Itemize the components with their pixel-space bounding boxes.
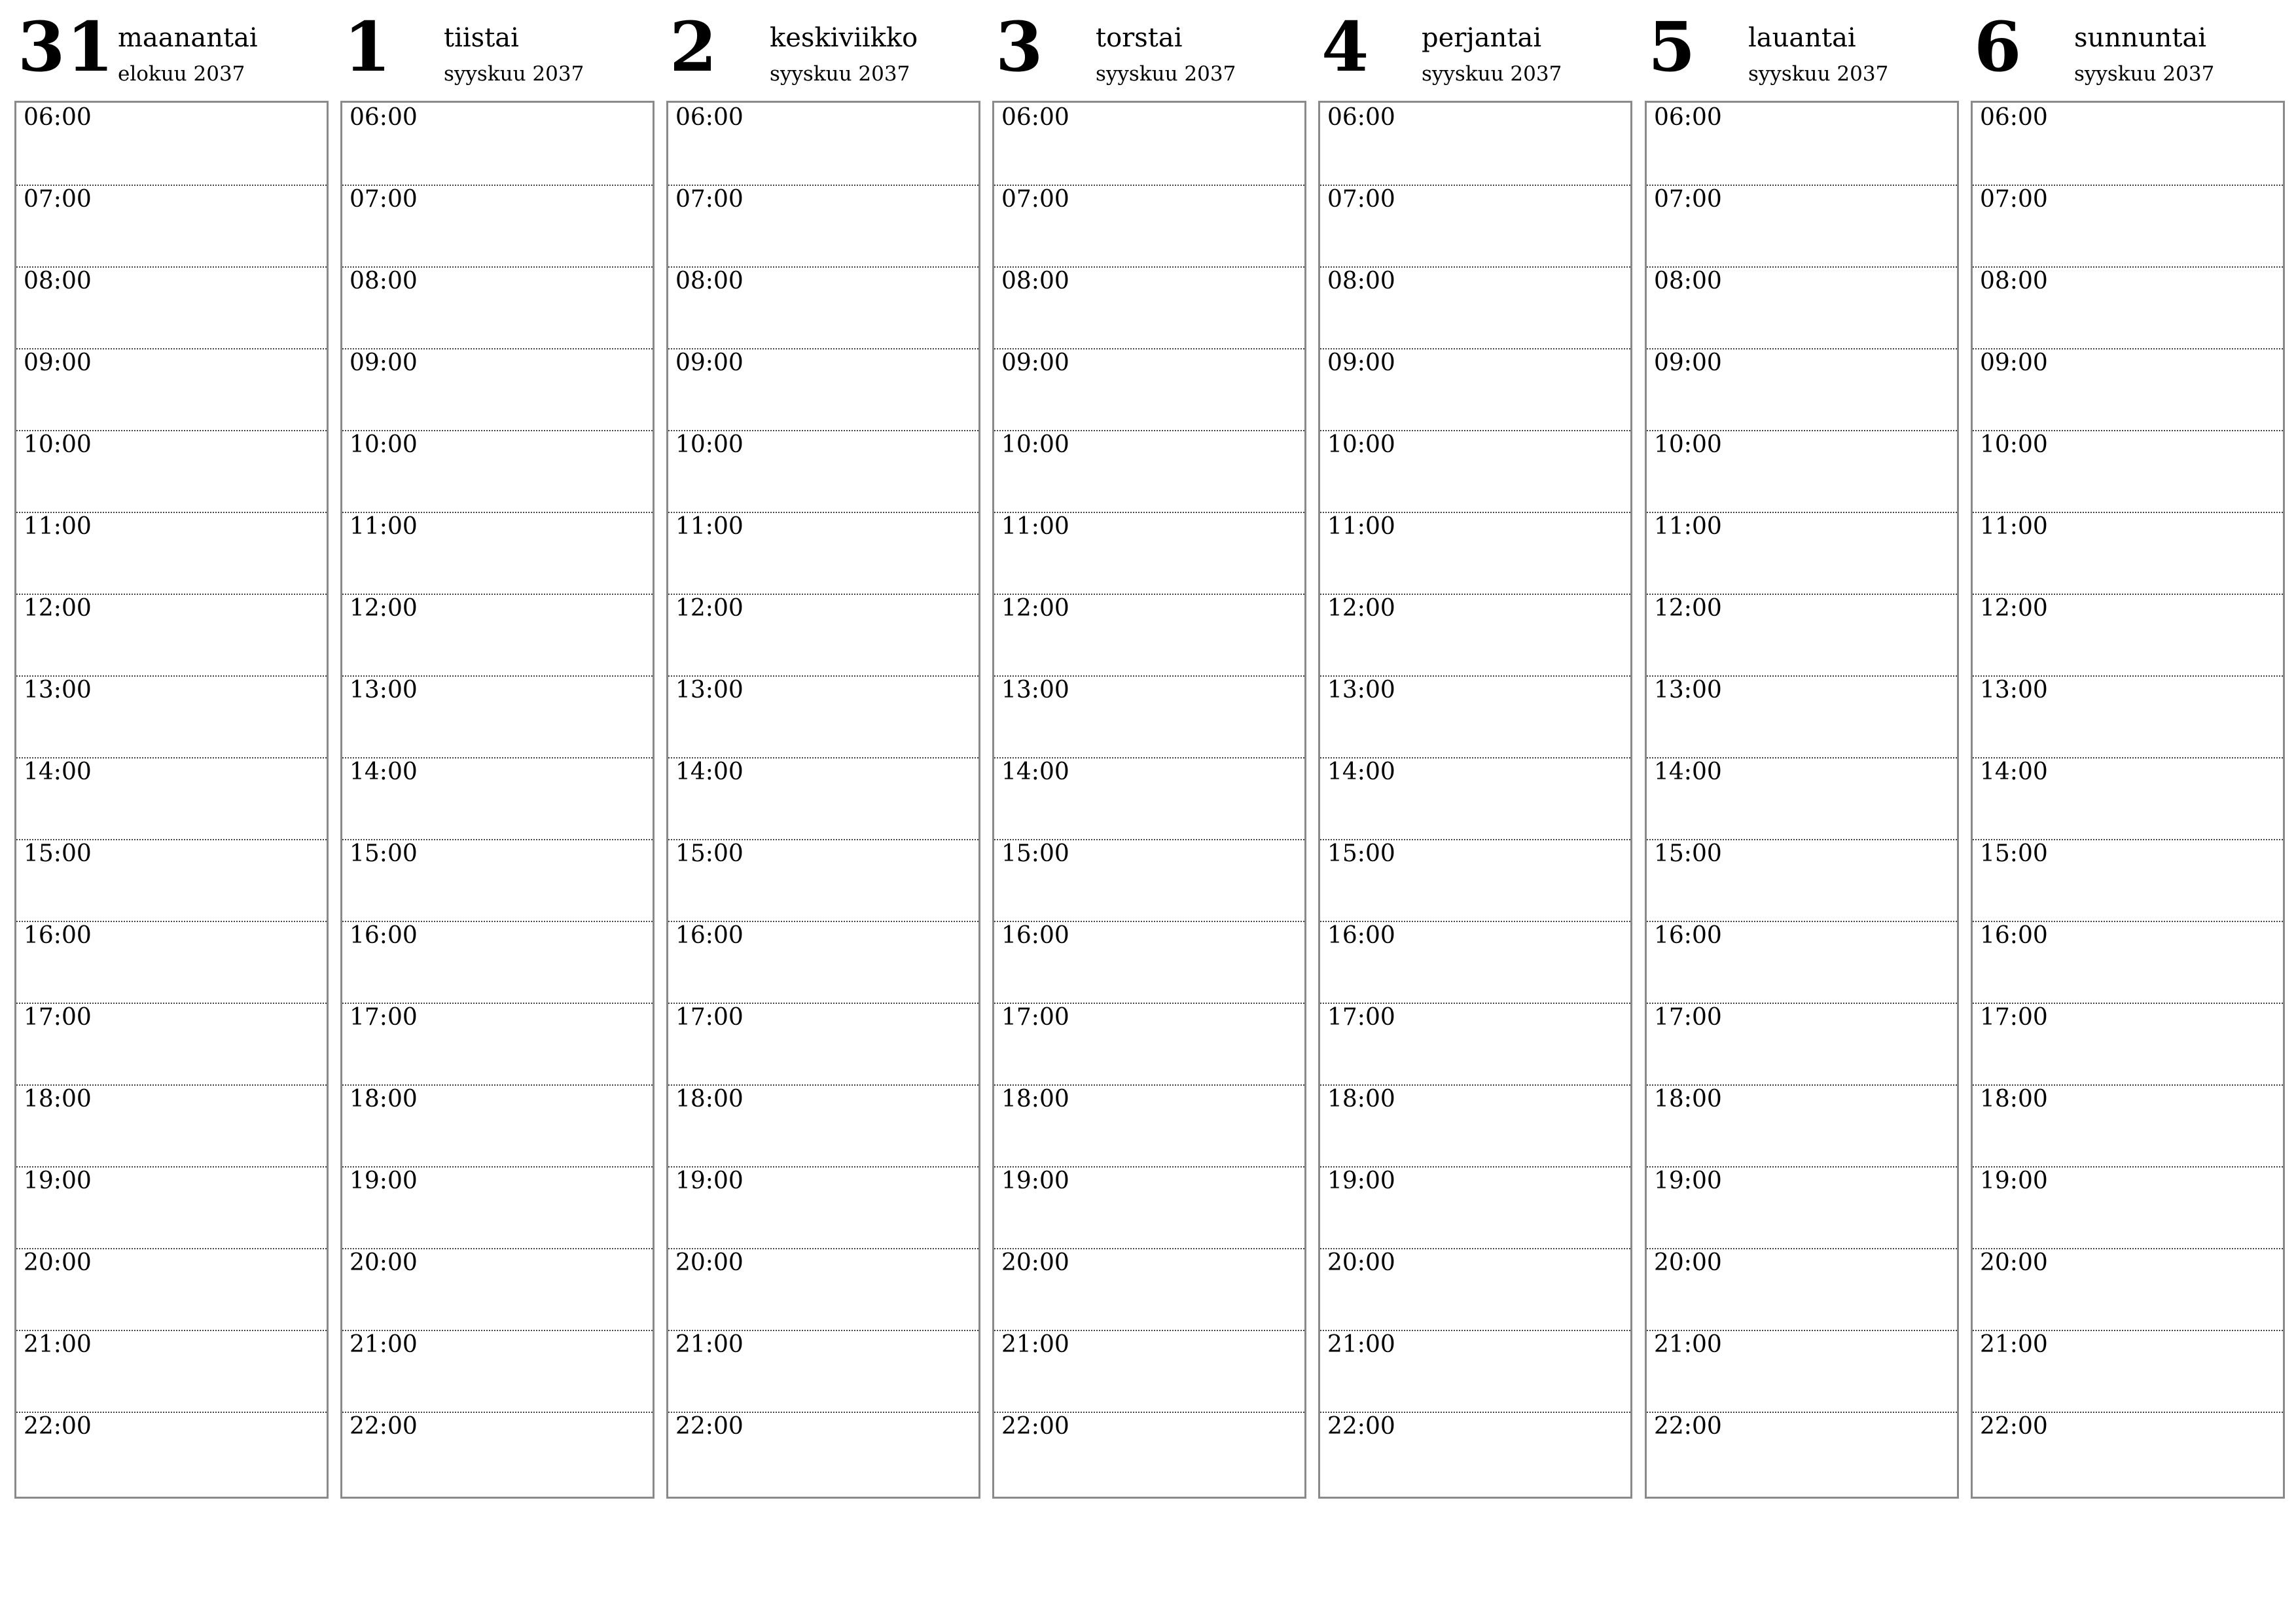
hour-slot	[1320, 1412, 1630, 1493]
hour-slot	[1973, 266, 2283, 349]
hour-label: 07:00	[24, 186, 92, 213]
hour-label: 18:00	[1980, 1086, 2048, 1113]
day-schedule-box	[1971, 101, 2285, 1499]
day-schedule-box	[14, 101, 329, 1499]
hour-slot	[342, 1330, 653, 1413]
hour-slot	[342, 266, 653, 349]
hour-label: 22:00	[675, 1413, 744, 1440]
day-schedule-box	[1645, 101, 1959, 1499]
hour-label: 16:00	[1327, 922, 1395, 949]
hour-label: 09:00	[1327, 349, 1395, 376]
hour-label: 16:00	[350, 922, 418, 949]
hour-label: 14:00	[675, 758, 744, 785]
day-header	[14, 0, 327, 101]
hour-label: 12:00	[350, 595, 418, 622]
hour-slot	[1647, 348, 1957, 431]
hour-slot	[994, 430, 1304, 513]
hour-slot	[1973, 1166, 2283, 1249]
hour-label: 20:00	[1001, 1249, 1069, 1276]
hour-slot	[1973, 1330, 2283, 1413]
hour-label: 17:00	[1001, 1004, 1069, 1031]
hour-label: 15:00	[1980, 840, 2048, 867]
hour-slot	[16, 675, 327, 758]
hour-label: 14:00	[1001, 758, 1069, 785]
day-schedule-box	[992, 101, 1306, 1499]
day-number: 4	[1321, 7, 1371, 87]
hour-label: 18:00	[1654, 1086, 1722, 1113]
hour-slot	[1973, 103, 2283, 186]
hour-label: 20:00	[1980, 1249, 2048, 1276]
hour-slot	[668, 1330, 978, 1413]
hour-label: 06:00	[1001, 104, 1069, 131]
hour-slot	[668, 185, 978, 268]
month-year: syyskuu 2037	[770, 62, 910, 86]
hour-slot	[1320, 921, 1630, 1004]
hour-slot	[342, 512, 653, 595]
weekday-name: lauantai	[1748, 23, 1856, 53]
hour-label: 13:00	[675, 677, 744, 704]
weekday-name: tiistai	[444, 23, 519, 53]
day-header	[340, 0, 653, 101]
hour-label: 07:00	[1654, 186, 1722, 213]
hour-label: 19:00	[675, 1168, 744, 1194]
hour-label: 16:00	[675, 922, 744, 949]
hour-slot	[994, 1330, 1304, 1413]
hour-label: 12:00	[675, 595, 744, 622]
hour-label: 13:00	[1327, 677, 1395, 704]
hour-label: 15:00	[24, 840, 92, 867]
hour-slot	[16, 757, 327, 840]
hour-slot	[1973, 839, 2283, 922]
hour-label: 12:00	[1327, 595, 1395, 622]
hour-label: 15:00	[1001, 840, 1069, 867]
hour-label: 20:00	[1654, 1249, 1722, 1276]
hour-slot	[1647, 1330, 1957, 1413]
hour-label: 17:00	[675, 1004, 744, 1031]
hour-label: 22:00	[350, 1413, 418, 1440]
hour-label: 06:00	[350, 104, 418, 131]
hour-slot	[1973, 348, 2283, 431]
hour-slot	[1647, 512, 1957, 595]
hour-label: 14:00	[1980, 758, 2048, 785]
hour-slot	[1973, 1248, 2283, 1331]
hour-slot	[342, 1412, 653, 1493]
hour-slot	[668, 1166, 978, 1249]
hour-label: 10:00	[350, 431, 418, 458]
hour-slot	[16, 1330, 327, 1413]
hour-slot	[1320, 266, 1630, 349]
hour-label: 08:00	[675, 268, 744, 294]
hour-slot	[1973, 1084, 2283, 1168]
hour-slot	[1973, 185, 2283, 268]
hour-slot	[1647, 266, 1957, 349]
hour-slot	[994, 1166, 1304, 1249]
hour-label: 19:00	[1980, 1168, 2048, 1194]
weekday-name: perjantai	[1422, 23, 1542, 53]
hour-label: 21:00	[24, 1331, 92, 1358]
hour-label: 21:00	[350, 1331, 418, 1358]
hour-label: 17:00	[1327, 1004, 1395, 1031]
hour-label: 07:00	[1001, 186, 1069, 213]
hour-slot	[668, 839, 978, 922]
hour-slot	[1973, 594, 2283, 677]
hour-label: 18:00	[1001, 1086, 1069, 1113]
hour-label: 16:00	[1001, 922, 1069, 949]
hour-label: 15:00	[1654, 840, 1722, 867]
hour-slot	[16, 594, 327, 677]
hour-label: 10:00	[1654, 431, 1722, 458]
hour-label: 09:00	[24, 349, 92, 376]
hour-label: 11:00	[1327, 513, 1395, 540]
hour-label: 14:00	[1327, 758, 1395, 785]
hour-slot	[994, 675, 1304, 758]
day-header	[1318, 0, 1631, 101]
hour-slot	[668, 1084, 978, 1168]
hour-label: 09:00	[350, 349, 418, 376]
hour-slot	[16, 103, 327, 186]
day-number: 31	[18, 7, 115, 87]
hour-label: 18:00	[24, 1086, 92, 1113]
hour-slot	[16, 266, 327, 349]
hour-slot	[668, 921, 978, 1004]
hour-label: 06:00	[675, 104, 744, 131]
hour-label: 09:00	[675, 349, 744, 376]
hour-label: 13:00	[1980, 677, 2048, 704]
hour-slot	[342, 675, 653, 758]
hour-label: 17:00	[350, 1004, 418, 1031]
hour-slot	[668, 348, 978, 431]
hour-slot	[1647, 430, 1957, 513]
hour-slot	[668, 430, 978, 513]
hour-slot	[1973, 1412, 2283, 1493]
hour-label: 11:00	[350, 513, 418, 540]
hour-slot	[16, 430, 327, 513]
hour-slot	[1647, 103, 1957, 186]
hour-slot	[1320, 1248, 1630, 1331]
hour-slot	[1973, 1003, 2283, 1086]
hour-slot	[1320, 1166, 1630, 1249]
hour-label: 12:00	[24, 595, 92, 622]
hour-label: 12:00	[1001, 595, 1069, 622]
hour-slot	[1320, 430, 1630, 513]
hour-slot	[994, 1412, 1304, 1493]
day-header	[1645, 0, 1958, 101]
day-header	[1971, 0, 2284, 101]
hour-slot	[342, 348, 653, 431]
hour-label: 18:00	[675, 1086, 744, 1113]
weekday-name: keskiviikko	[770, 23, 918, 53]
day-number: 3	[996, 7, 1045, 87]
hour-label: 18:00	[1327, 1086, 1395, 1113]
hour-label: 07:00	[1980, 186, 2048, 213]
hour-slot	[16, 1248, 327, 1331]
hour-slot	[1647, 594, 1957, 677]
hour-label: 15:00	[1327, 840, 1395, 867]
hour-slot	[1973, 430, 2283, 513]
hour-label: 20:00	[350, 1249, 418, 1276]
hour-label: 17:00	[24, 1004, 92, 1031]
day-header	[666, 0, 979, 101]
hour-slot	[1320, 103, 1630, 186]
hour-label: 18:00	[350, 1086, 418, 1113]
hour-slot	[342, 594, 653, 677]
hour-slot	[16, 185, 327, 268]
hour-label: 11:00	[1980, 513, 2048, 540]
hour-slot	[994, 921, 1304, 1004]
hour-label: 13:00	[24, 677, 92, 704]
hour-slot	[16, 1412, 327, 1493]
hour-label: 09:00	[1654, 349, 1722, 376]
hour-slot	[1973, 921, 2283, 1004]
hour-slot	[16, 1084, 327, 1168]
hour-label: 19:00	[1654, 1168, 1722, 1194]
hour-slot	[342, 757, 653, 840]
hour-slot	[668, 675, 978, 758]
hour-slot	[1320, 512, 1630, 595]
hour-slot	[1973, 675, 2283, 758]
hour-label: 06:00	[24, 104, 92, 131]
hour-label: 14:00	[1654, 758, 1722, 785]
hour-slot	[16, 1166, 327, 1249]
hour-label: 22:00	[1327, 1413, 1395, 1440]
hour-label: 07:00	[350, 186, 418, 213]
hour-slot	[1320, 348, 1630, 431]
month-year: syyskuu 2037	[444, 62, 584, 86]
hour-slot	[1320, 839, 1630, 922]
hour-label: 08:00	[350, 268, 418, 294]
hour-label: 08:00	[1327, 268, 1395, 294]
hour-label: 14:00	[350, 758, 418, 785]
hour-label: 16:00	[24, 922, 92, 949]
day-schedule-box	[1318, 101, 1632, 1499]
hour-label: 19:00	[24, 1168, 92, 1194]
hour-slot	[994, 1003, 1304, 1086]
hour-label: 22:00	[1001, 1413, 1069, 1440]
hour-slot	[1320, 1003, 1630, 1086]
hour-slot	[16, 921, 327, 1004]
hour-label: 22:00	[24, 1413, 92, 1440]
hour-slot	[1647, 1412, 1957, 1493]
month-year: syyskuu 2037	[1096, 62, 1236, 86]
month-year: syyskuu 2037	[1422, 62, 1562, 86]
hour-label: 19:00	[1327, 1168, 1395, 1194]
hour-label: 11:00	[675, 513, 744, 540]
hour-label: 08:00	[24, 268, 92, 294]
hour-slot	[342, 1084, 653, 1168]
hour-slot	[668, 512, 978, 595]
weekday-name: maanantai	[118, 23, 258, 53]
hour-label: 22:00	[1980, 1413, 2048, 1440]
hour-slot	[994, 266, 1304, 349]
hour-slot	[16, 839, 327, 922]
hour-label: 12:00	[1654, 595, 1722, 622]
hour-label: 12:00	[1980, 595, 2048, 622]
day-schedule-box	[666, 101, 980, 1499]
hour-slot	[994, 103, 1304, 186]
hour-slot	[342, 1003, 653, 1086]
hour-label: 20:00	[675, 1249, 744, 1276]
hour-slot	[342, 921, 653, 1004]
hour-slot	[668, 103, 978, 186]
hour-label: 08:00	[1001, 268, 1069, 294]
hour-label: 10:00	[1980, 431, 2048, 458]
hour-slot	[342, 103, 653, 186]
hour-label: 15:00	[675, 840, 744, 867]
hour-label: 19:00	[350, 1168, 418, 1194]
hour-label: 11:00	[1654, 513, 1722, 540]
month-year: syyskuu 2037	[1748, 62, 1889, 86]
hour-slot	[1647, 1248, 1957, 1331]
hour-slot	[1647, 921, 1957, 1004]
hour-slot	[342, 839, 653, 922]
hour-label: 13:00	[1654, 677, 1722, 704]
hour-slot	[994, 757, 1304, 840]
hour-label: 08:00	[1980, 268, 2048, 294]
hour-slot	[994, 512, 1304, 595]
hour-slot	[1320, 1084, 1630, 1168]
hour-label: 11:00	[24, 513, 92, 540]
hour-slot	[1320, 757, 1630, 840]
hour-label: 07:00	[675, 186, 744, 213]
hour-label: 20:00	[24, 1249, 92, 1276]
hour-slot	[1647, 185, 1957, 268]
weekday-name: sunnuntai	[2074, 23, 2207, 53]
hour-slot	[994, 185, 1304, 268]
hour-label: 10:00	[1327, 431, 1395, 458]
hour-slot	[342, 185, 653, 268]
hour-label: 08:00	[1654, 268, 1722, 294]
month-year: elokuu 2037	[118, 62, 245, 86]
hour-label: 07:00	[1327, 186, 1395, 213]
hour-slot	[1647, 839, 1957, 922]
hour-slot	[1320, 675, 1630, 758]
hour-slot	[342, 1248, 653, 1331]
hour-slot	[1647, 1166, 1957, 1249]
hour-label: 17:00	[1980, 1004, 2048, 1031]
hour-label: 20:00	[1327, 1249, 1395, 1276]
hour-slot	[668, 1412, 978, 1493]
hour-slot	[668, 1248, 978, 1331]
hour-label: 21:00	[1980, 1331, 2048, 1358]
hour-label: 11:00	[1001, 513, 1069, 540]
day-number: 2	[670, 7, 719, 87]
hour-label: 10:00	[24, 431, 92, 458]
hour-slot	[994, 594, 1304, 677]
hour-slot	[1320, 594, 1630, 677]
hour-slot	[994, 839, 1304, 922]
day-number: 5	[1648, 7, 1697, 87]
hour-label: 19:00	[1001, 1168, 1069, 1194]
hour-slot	[1320, 1330, 1630, 1413]
hour-slot	[668, 757, 978, 840]
hour-slot	[342, 1166, 653, 1249]
hour-label: 22:00	[1654, 1413, 1722, 1440]
day-header	[992, 0, 1305, 101]
hour-slot	[994, 1248, 1304, 1331]
hour-label: 15:00	[350, 840, 418, 867]
hour-label: 21:00	[1001, 1331, 1069, 1358]
hour-label: 21:00	[1327, 1331, 1395, 1358]
hour-label: 09:00	[1001, 349, 1069, 376]
hour-slot	[994, 1084, 1304, 1168]
hour-slot	[1647, 1003, 1957, 1086]
hour-label: 16:00	[1654, 922, 1722, 949]
hour-slot	[668, 266, 978, 349]
hour-label: 13:00	[350, 677, 418, 704]
hour-label: 06:00	[1654, 104, 1722, 131]
hour-label: 10:00	[1001, 431, 1069, 458]
day-number: 6	[1974, 7, 2023, 87]
hour-slot	[668, 594, 978, 677]
hour-slot	[1320, 185, 1630, 268]
hour-slot	[668, 1003, 978, 1086]
hour-label: 09:00	[1980, 349, 2048, 376]
hour-label: 14:00	[24, 758, 92, 785]
hour-label: 10:00	[675, 431, 744, 458]
hour-label: 06:00	[1327, 104, 1395, 131]
hour-label: 13:00	[1001, 677, 1069, 704]
hour-slot	[994, 348, 1304, 431]
day-number: 1	[344, 7, 393, 87]
hour-slot	[1647, 675, 1957, 758]
hour-slot	[16, 1003, 327, 1086]
hour-slot	[1647, 1084, 1957, 1168]
hour-slot	[342, 430, 653, 513]
day-schedule-box	[340, 101, 655, 1499]
weekday-name: torstai	[1096, 23, 1183, 53]
hour-slot	[16, 512, 327, 595]
month-year: syyskuu 2037	[2074, 62, 2215, 86]
hour-slot	[1973, 757, 2283, 840]
hour-slot	[1647, 757, 1957, 840]
hour-label: 21:00	[675, 1331, 744, 1358]
hour-slot	[16, 348, 327, 431]
hour-label: 17:00	[1654, 1004, 1722, 1031]
hour-label: 21:00	[1654, 1331, 1722, 1358]
hour-slot	[1973, 512, 2283, 595]
hour-label: 16:00	[1980, 922, 2048, 949]
hour-label: 06:00	[1980, 104, 2048, 131]
